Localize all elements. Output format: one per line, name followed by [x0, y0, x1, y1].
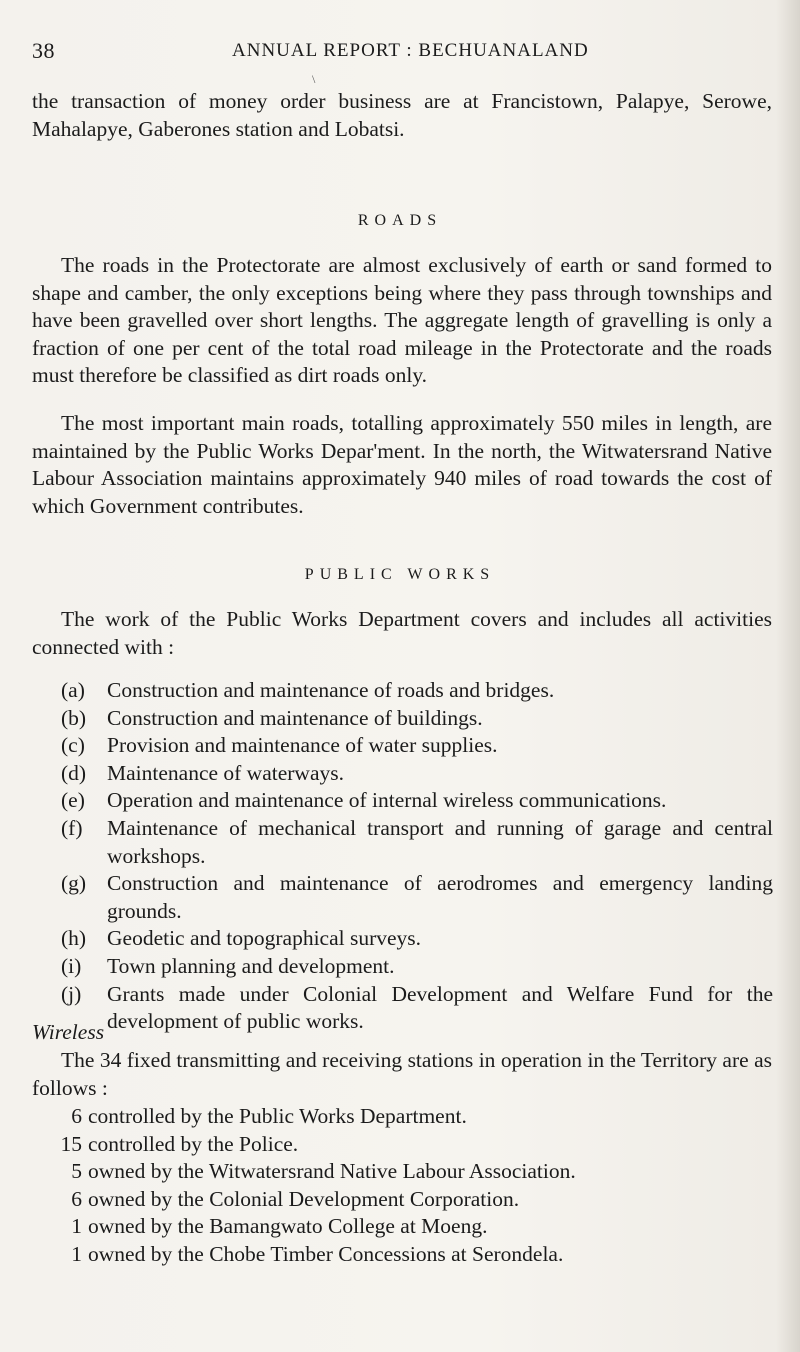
list-item-text: Operation and maintenance of internal wireless communications.: [107, 788, 667, 813]
list-item: [60, 1103, 576, 1131]
station-count: 6: [71, 1186, 82, 1211]
roads-heading: ROADS: [357, 212, 443, 229]
list-item: [61, 677, 773, 705]
station-count: 5: [71, 1159, 82, 1184]
wireless-intro: The 34 fixed transmitting and receiving stations in operation in the Territory are as follows :: [32, 1048, 772, 1100]
list-marker: (j): [61, 981, 82, 1006]
list-marker: (h): [61, 926, 87, 951]
list-item-text: Provision and maintenance of water supplies.: [107, 733, 498, 758]
public-works-heading: PUBLIC WORKS: [304, 566, 496, 583]
list-item: [60, 1158, 576, 1186]
station-count: 6: [71, 1104, 82, 1128]
running-head: ANNUAL REPORT : BECHUANALAND: [232, 40, 589, 61]
station-description: owned by the Chobe Timber Concessions at Serondela.: [88, 1241, 564, 1266]
list-item: [61, 925, 773, 953]
list-item: [61, 760, 773, 788]
list-marker: (e): [61, 788, 85, 813]
station-count: 1: [71, 1214, 82, 1239]
roads-paragraph-1: The roads in the Protectorate are almost exclusively of earth or sand formed to shape and camber, the only exceptions being where they pass through townships and have been gravelled over short lengths. The aggregate length of gravelling is only a fraction of one per cent of the total road mileage in the Protectorate and the roads must therefore be classified as dirt roads only.: [32, 253, 772, 388]
list-item: [60, 1186, 576, 1214]
station-description: controlled by the Public Works Department.: [88, 1104, 467, 1128]
list-item: [61, 953, 773, 981]
list-marker: (a): [61, 678, 85, 702]
list-item: [61, 732, 773, 760]
list-marker: (d): [61, 760, 87, 785]
intro-paragraph: the transaction of money order business are at Francistown, Palapye, Serowe, Mahalapye, Gaberones station and Lobatsi.: [32, 89, 772, 141]
list-marker: (c): [61, 733, 85, 758]
list-item-text: Grants made under Colonial Development and Welfare Fund for the development of public works.: [107, 981, 773, 1034]
printer-mark: \: [312, 72, 316, 86]
list-item: [61, 815, 773, 870]
list-marker: (g): [61, 871, 87, 896]
list-marker: (i): [61, 953, 82, 978]
page-number: 38: [32, 38, 55, 63]
public-works-list: [61, 677, 773, 1036]
public-works-intro: The work of the Public Works Department covers and includes all activities connected with :: [32, 607, 772, 659]
roads-paragraph-2: The most important main roads, totalling approximately 550 miles in length, are maintained by the Public Works Depar'ment. In the north, the Witwatersrand Native Labour Association maintains approximately 940 miles of road towards the cost of which Government contributes.: [32, 411, 772, 518]
list-item-text: Construction and maintenance of aerodromes and emergency landing grounds.: [107, 871, 773, 923]
list-item-text: Maintenance of waterways.: [107, 760, 344, 785]
list-item: [61, 787, 773, 815]
station-description: owned by the Witwatersrand Native Labour Association.: [88, 1159, 576, 1184]
list-marker: (f): [61, 815, 83, 840]
list-item: [60, 1131, 576, 1159]
list-item-text: Town planning and development.: [107, 953, 395, 978]
list-item: [60, 1213, 576, 1241]
station-description: controlled by the Police.: [88, 1131, 299, 1156]
wireless-station-list: [60, 1103, 576, 1269]
list-item-text: Construction and maintenance of buildings.: [107, 705, 483, 730]
list-item-text: Maintenance of mechanical transport and running of garage and central workshops.: [107, 815, 773, 868]
station-count: 1: [71, 1241, 82, 1266]
station-description: owned by the Colonial Development Corporation.: [88, 1186, 520, 1211]
list-item: [61, 870, 773, 925]
page-header: [32, 38, 772, 64]
station-count: 15: [60, 1131, 82, 1156]
list-item: [60, 1241, 576, 1269]
list-item-text: Geodetic and topographical surveys.: [107, 926, 422, 951]
list-marker: (b): [61, 705, 87, 730]
list-item: [61, 981, 773, 1036]
wireless-subheading: Wireless: [32, 1020, 105, 1044]
list-item: [61, 705, 773, 733]
list-item-text: Construction and maintenance of roads and bridges.: [107, 678, 555, 702]
station-description: owned by the Bamangwato College at Moeng.: [88, 1214, 488, 1239]
